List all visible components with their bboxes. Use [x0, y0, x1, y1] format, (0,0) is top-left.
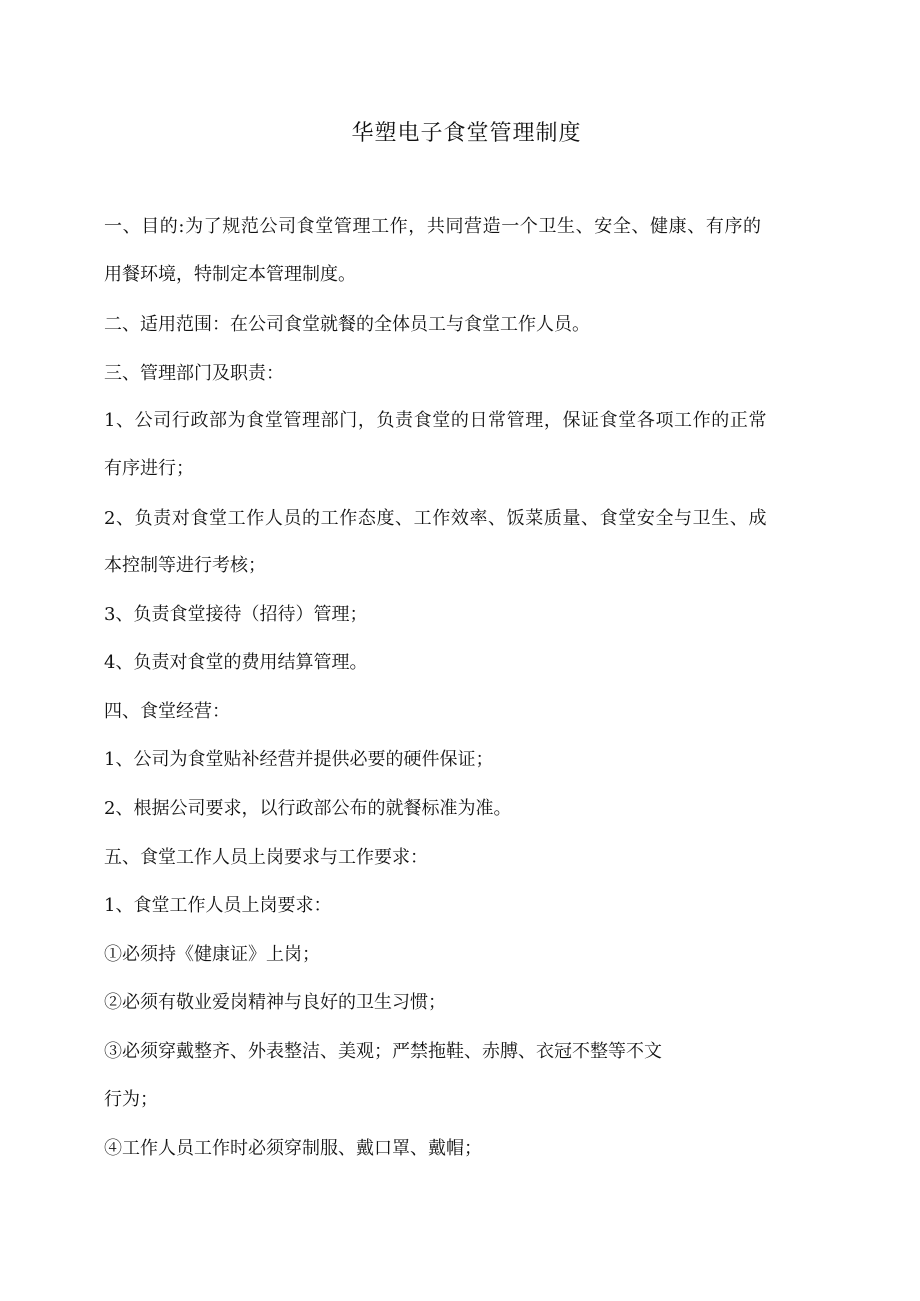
- paragraph-line: 二、适用范围：在公司食堂就餐的全体员工与食堂工作人员。: [104, 314, 590, 335]
- paragraph-line: ①必须持《健康证》上岗；: [104, 944, 320, 965]
- paragraph-line: 2、负责对食堂工作人员的工作态度、工作效率、饭菜质量、食堂安全与卫生、成: [104, 508, 768, 529]
- paragraph-line: 四、食堂经营：: [104, 701, 230, 722]
- paragraph-line: 3、负责食堂接待（招待）管理；: [104, 604, 368, 625]
- document-title: 华塑电子食堂管理制度: [351, 121, 582, 146]
- paragraph-line: 1、公司为食堂贴补经营并提供必要的硬件保证；: [104, 749, 494, 770]
- paragraph-line: 2、根据公司要求，以行政部公布的就餐标准为准。: [104, 798, 512, 819]
- paragraph-line: 三、管理部门及职责：: [104, 363, 284, 384]
- paragraph-line: ②必须有敬业爱岗精神与良好的卫生习惯；: [104, 992, 446, 1013]
- paragraph-line: ③必须穿戴整齐、外表整洁、美观；严禁拖鞋、赤膊、衣冠不整等不文: [104, 1041, 662, 1062]
- paragraph-line: ④工作人员工作时必须穿制服、戴口罩、戴帽；: [104, 1138, 482, 1159]
- paragraph-line: 1、食堂工作人员上岗要求：: [104, 895, 332, 916]
- paragraph-line: 用餐环境，特制定本管理制度。: [104, 264, 356, 285]
- paragraph-line: 本控制等进行考核；: [104, 555, 266, 576]
- paragraph-line: 五、食堂工作人员上岗要求与工作要求：: [104, 847, 428, 868]
- paragraph-line: 有序进行；: [104, 458, 194, 479]
- paragraph-line: 4、负责对食堂的费用结算管理。: [104, 652, 368, 673]
- paragraph-line: 1、公司行政部为食堂管理部门，负责食堂的日常管理，保证食堂各项工作的正常: [104, 410, 768, 431]
- paragraph-line: 行为；: [104, 1089, 158, 1110]
- paragraph-line: 一、目的:为了规范公司食堂管理工作，共同营造一个卫生、安全、健康、有序的: [104, 216, 762, 237]
